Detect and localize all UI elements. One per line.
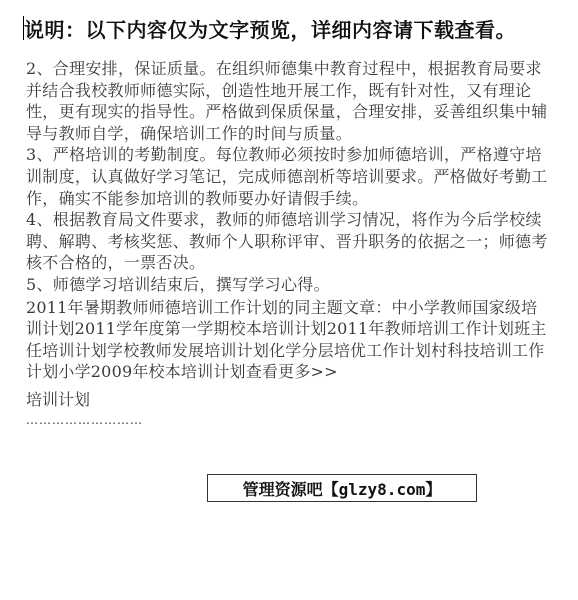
paragraph-4: 4、根据教育局文件要求，教师的师德培训学习情况，将作为今后学校续聘、解聘、考核奖惩、教师个人职称评审、晋升职务的依据之一；师德考核不合格的，一票否决。 — [26, 210, 548, 273]
dotted-separator: ……………………… — [26, 412, 143, 427]
document-body — [26, 58, 550, 427]
preview-notice: 说明：以下内容仅为文字预览，详细内容请下载查看。 — [24, 18, 516, 42]
related-link[interactable]: 班主任培训计划 — [26, 319, 547, 360]
related-articles — [26, 297, 550, 383]
related-intro: 2011年暑期教师师德培训工作计划的同主题文章： — [26, 297, 392, 317]
related-link[interactable]: 学校教师发展培训计划 — [107, 340, 270, 360]
paragraph-5: 5、师德学习培训结束后，撰写学习心得。 — [26, 274, 330, 294]
related-link[interactable]: 村科技培训工作计划 — [26, 340, 545, 382]
related-link[interactable]: 化学分层培优工作计划 — [269, 340, 432, 360]
more-link[interactable]: 查看更多>> — [245, 362, 338, 382]
paragraph-3: 3、严格培训的考勤制度。每位教师必须按时参加师德培训，严格遵守培训制度，认真做好学习笔记，完成师德剖析等培训要求。严格做好考勤工作，确实不能参加培训的教师要办好请假手续。 — [26, 145, 548, 208]
related-link[interactable]: 小学2009年校本培训计划 — [58, 362, 246, 382]
paragraph-2: 2、合理安排，保证质量。在组织师德集中教育过程中，根据教育局要求并结合我校教师师德实际，创造性地开展工作，既有针对性，又有理论性，更有现实的指导性。严格做到保质保量，合理安排，妥善组织集中辅导与教师自学，确保培训工作的时间与质量。 — [26, 59, 548, 143]
tag-link[interactable]: 培训计划 — [26, 389, 91, 409]
related-link[interactable]: 中小学教师国家级培训计划 — [26, 297, 538, 339]
related-link[interactable]: 2011年教师培训工作计划 — [326, 319, 515, 339]
related-link[interactable]: 2011学年度第一学期校本培训计划 — [74, 319, 327, 339]
watermark-banner: 管理资源吧【glzy8.com】 — [207, 474, 477, 502]
